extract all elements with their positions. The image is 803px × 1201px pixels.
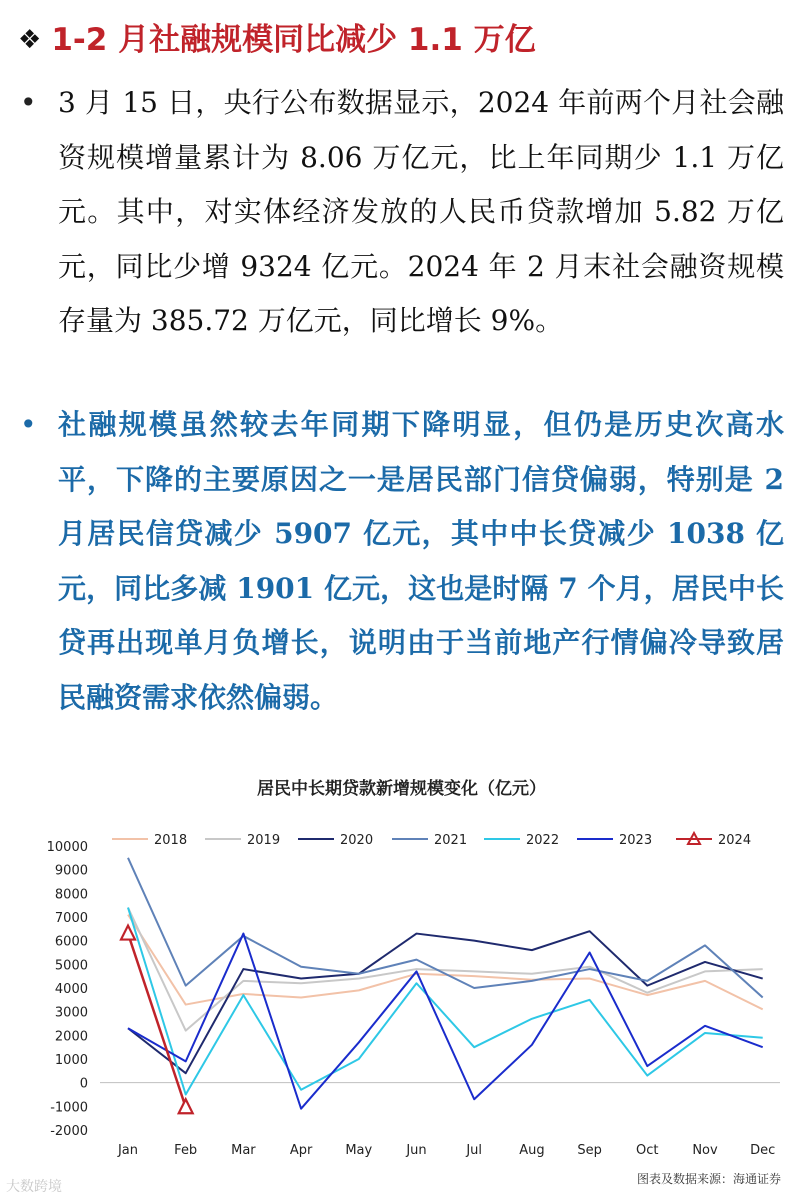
x-tick-label: Aug (519, 1143, 545, 1158)
legend-label: 2024 (718, 833, 752, 848)
y-tick-label: -1000 (50, 1100, 88, 1116)
legend-label: 2018 (154, 833, 188, 848)
legend-label: 2020 (340, 833, 374, 848)
bullet-paragraph-2 (20, 398, 790, 725)
y-tick-label: 2000 (54, 1029, 88, 1045)
x-tick-label: Mar (231, 1143, 256, 1158)
y-tick-label: 7000 (54, 911, 88, 926)
x-tick-label: Dec (750, 1143, 776, 1158)
y-tick-label: 1000 (54, 1053, 88, 1068)
y-tick-label: 4000 (54, 982, 88, 997)
y-tick-label: 9000 (54, 863, 88, 879)
y-tick-label: 3000 (54, 1005, 88, 1021)
y-tick-label: -2000 (50, 1124, 88, 1139)
section-heading (18, 18, 536, 62)
x-tick-label: May (345, 1143, 373, 1158)
y-tick-label: 8000 (54, 887, 88, 903)
x-tick-label: Jan (117, 1143, 139, 1158)
series-line-2018 (128, 915, 763, 1010)
watermark: 大数跨境 (6, 1179, 62, 1195)
chart-title: 居民中长期贷款新增规模变化（亿元） (257, 779, 546, 799)
x-tick-label: Feb (174, 1143, 198, 1158)
legend-label: 2019 (247, 833, 281, 848)
legend-label: 2022 (526, 833, 560, 848)
x-tick-label: Oct (636, 1143, 659, 1158)
series-line-2022 (128, 908, 763, 1095)
line-chart (0, 800, 803, 1170)
legend-label: 2021 (434, 833, 468, 848)
legend-label: 2023 (619, 833, 653, 848)
x-tick-label: Nov (692, 1143, 718, 1158)
y-tick-label: 6000 (54, 934, 88, 950)
data-point-2024 (121, 926, 135, 940)
data-point-2024 (179, 1099, 193, 1113)
x-tick-label: Jul (466, 1143, 483, 1158)
y-tick-label: 5000 (54, 958, 88, 974)
source-note: 图表及数据来源：海通证券 (636, 1172, 781, 1186)
section-heading-text: 1-2 月社融规模同比减少 1.1 万亿 (51, 22, 536, 58)
x-tick-label: Jun (406, 1143, 427, 1158)
y-tick-label: 0 (79, 1076, 88, 1092)
x-tick-label: Apr (289, 1143, 313, 1158)
bullet-paragraph-1 (20, 76, 790, 349)
bullet-dot-icon: • (20, 408, 37, 441)
x-tick-label: Sep (577, 1143, 602, 1158)
bullet-text-2: 社融规模虽然较去年同期下降明显，但仍是历史次高水平，下降的主要原因之一是居民部门信贷偏弱，特别是 2 月居民信贷减少 5907 亿元，其中中长贷减少 1038 亿元，同比多减 1901 亿元，这也是时隔 7 个月，居民中长贷再出现单月负增长，说明由于当前地产行情偏冷导致居民融资需求依然偏弱。 (58, 408, 784, 714)
bullet-text-1: 3 月 15 日，央行公布数据显示，2024 年前两个月社会融资规模增量累计为 8.06 万亿元，比上年同期少 1.1 万亿元。其中，对实体经济发放的人民币贷款增加 5.82 万亿元，同比少增 9324 亿元。2024 年 2 月末社会融资规模存量为 385.72 万亿元，同比增长 9%。 (58, 86, 784, 337)
bullet-dot-icon: • (20, 86, 37, 119)
y-tick-label: 10000 (46, 840, 88, 855)
diamond-bullet-icon: ❖ (18, 25, 42, 55)
